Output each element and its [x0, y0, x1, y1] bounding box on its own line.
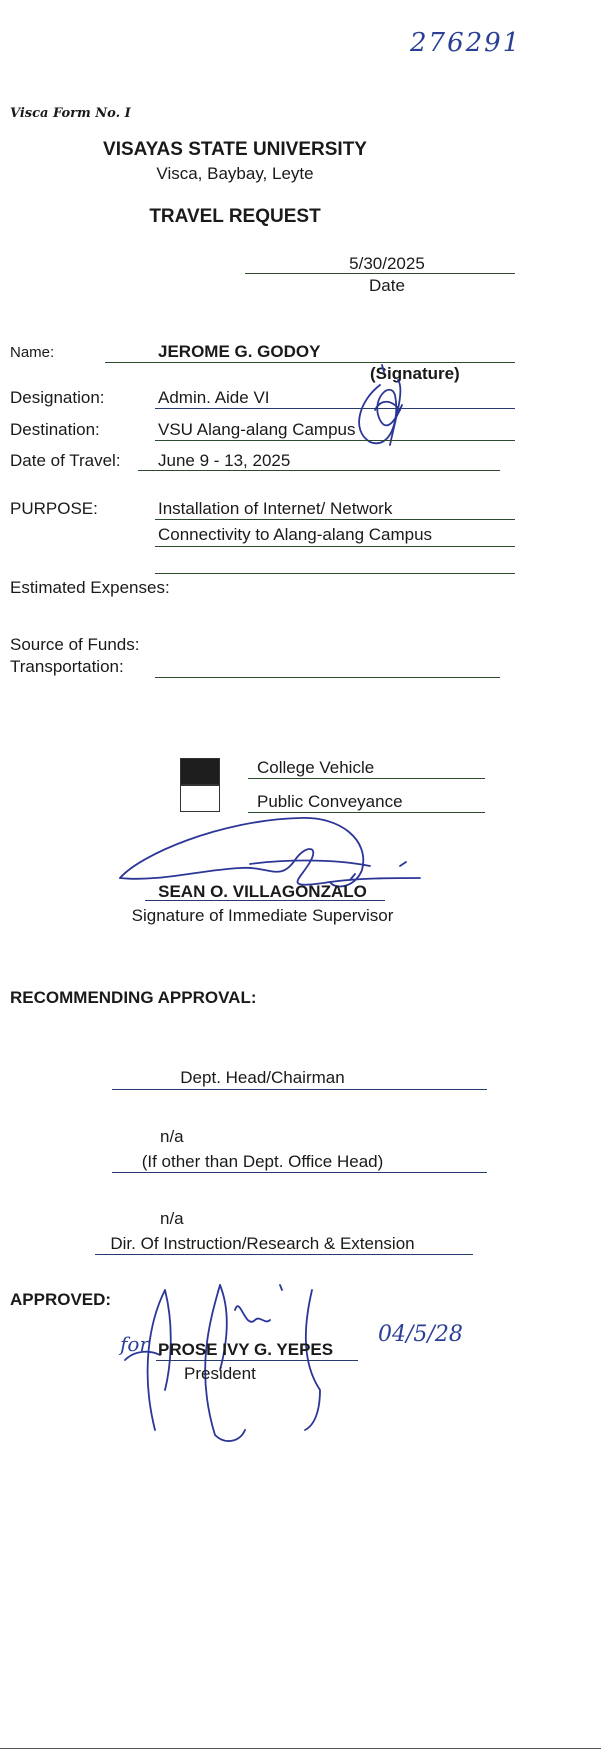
- form-title: TRAVEL REQUEST: [149, 206, 321, 227]
- approved-label: APPROVED:: [10, 1290, 112, 1309]
- destination-value: VSU Alang-alang Campus: [158, 420, 356, 439]
- transportation-line: [155, 677, 500, 678]
- office-value: n/a: [160, 1127, 184, 1146]
- destination-label: Destination:: [10, 420, 100, 439]
- university-name: VISAYAS STATE UNIVERSITY: [103, 139, 367, 160]
- office-caption: (If other than Dept. Office Head): [141, 1152, 384, 1171]
- designation-line: [155, 408, 515, 409]
- name-label: Name:: [10, 344, 55, 361]
- designation-value: Admin. Aide VI: [158, 388, 270, 407]
- date-label: Date: [369, 276, 405, 295]
- college-vehicle-checkbox[interactable]: [180, 758, 220, 786]
- purpose-underline-1: [155, 519, 515, 520]
- president-name: PROSE IVY G. YEPES: [158, 1340, 334, 1359]
- destination-line: [155, 440, 515, 441]
- form-number: Visca Form No. I: [10, 106, 131, 121]
- supervisor-name: SEAN O. VILLAGONZALO: [158, 882, 367, 901]
- public-conveyance-label: Public Conveyance: [257, 792, 403, 811]
- approval-handwritten-date: 04/5/28: [378, 1322, 463, 1347]
- page-bottom-edge: [0, 1748, 601, 1749]
- purpose-label: PURPOSE:: [10, 499, 98, 518]
- recommending-label: RECOMMENDING APPROVAL:: [10, 988, 257, 1007]
- purpose-underline-2: [155, 546, 515, 547]
- dept-head-caption: Dept. Head/Chairman: [180, 1068, 345, 1087]
- dept-head-line: [112, 1089, 487, 1090]
- date-value: 5/30/2025: [349, 254, 425, 273]
- approved-prefix: for: [120, 1332, 150, 1356]
- date-line: [245, 273, 515, 274]
- director-caption: Dir. Of Instruction/Research & Extension: [110, 1234, 415, 1253]
- designation-label: Designation:: [10, 388, 105, 407]
- travel-date-label: Date of Travel:: [10, 451, 121, 470]
- university-address: Visca, Baybay, Leyte: [156, 164, 314, 183]
- director-line: [95, 1254, 473, 1255]
- college-vehicle-line: [248, 778, 485, 779]
- travel-date-value: June 9 - 13, 2025: [158, 451, 291, 470]
- travel-date-line: [138, 470, 500, 471]
- name-value: JEROME G. GODOY: [158, 342, 321, 361]
- purpose-underline-3: [155, 573, 515, 574]
- purpose-line-2: Connectivity to Alang-alang Campus: [158, 525, 433, 544]
- president-line: [156, 1360, 358, 1361]
- president-title: President: [184, 1364, 256, 1383]
- college-vehicle-label: College Vehicle: [257, 758, 375, 777]
- supervisor-caption: Signature of Immediate Supervisor: [131, 906, 394, 925]
- supervisor-line: [145, 900, 385, 901]
- name-line: [105, 362, 515, 363]
- control-number: 276291: [410, 28, 522, 58]
- purpose-line-1: Installation of Internet/ Network: [158, 499, 393, 518]
- director-value: n/a: [160, 1209, 184, 1228]
- expenses-label: Estimated Expenses:: [10, 578, 170, 597]
- office-line: [112, 1172, 487, 1173]
- signature-label: (Signature): [370, 364, 460, 383]
- funds-label: Source of Funds:: [10, 635, 140, 654]
- transportation-label: Transportation:: [10, 657, 124, 676]
- applicant-signature: [350, 360, 440, 450]
